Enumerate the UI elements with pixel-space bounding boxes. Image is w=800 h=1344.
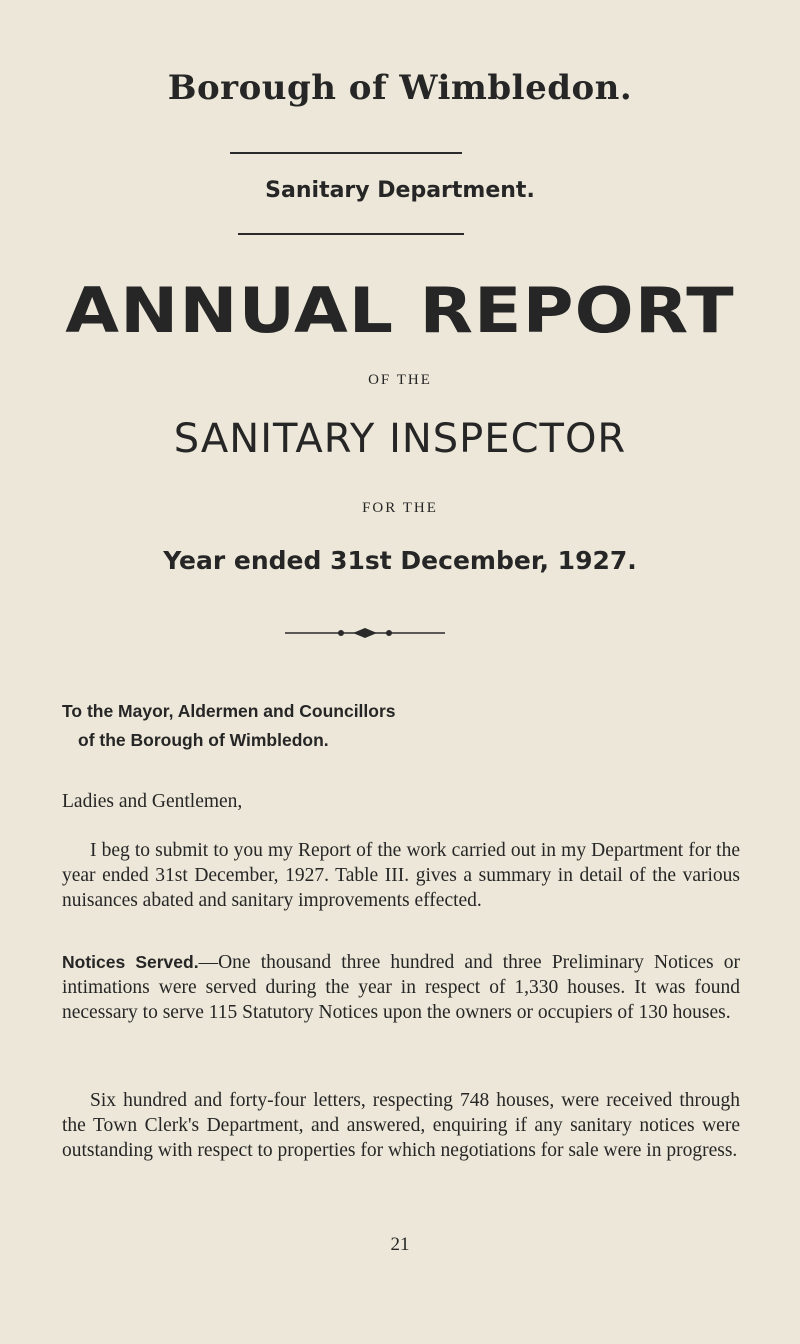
borough-title: Borough of Wimbledon. bbox=[167, 68, 633, 108]
address-line-1: To the Mayor, Aldermen and Councillors bbox=[62, 701, 396, 721]
notices-served-heading: Notices Served. bbox=[62, 952, 199, 972]
year-ended-heading: Year ended 31st December, 1927. bbox=[163, 546, 637, 575]
paragraph-notices-served bbox=[62, 950, 740, 1025]
paragraph-letters: Six hundred and forty-four letters, respecting 748 houses, were received through the Town Clerk's Department, and answered, enquiring if any sanitary notices were outstanding with respect to properties for which negotiations for sale were in progress. bbox=[62, 1090, 740, 1161]
notices-served-text: —One thousand three hundred and three Preliminary Notices or intimations were served during the year in respect of 1,330 houses. It was found necessary to serve 115 Statutory Notices upon the owners or occupiers of 130 houses. bbox=[62, 952, 740, 1023]
address-line-2: of the Borough of Wimbledon. bbox=[78, 730, 329, 750]
divider-rule-middle bbox=[238, 233, 464, 235]
annual-report-title: ANNUAL REPORT bbox=[65, 274, 735, 347]
sanitary-inspector-title: SANITARY INSPECTOR bbox=[173, 416, 627, 462]
salutation: Ladies and Gentlemen, bbox=[62, 791, 243, 812]
ornament-divider-icon bbox=[285, 626, 445, 640]
for-the-label: FOR THE bbox=[362, 500, 438, 516]
paragraph-intro: I beg to submit to you my Report of the work carried out in my Department for the year ended 31st December, 1927. Table III. gives a summary in detail of the various nuisances abated and sanitary improvements effected. bbox=[62, 840, 740, 911]
of-the-label: OF THE bbox=[368, 372, 432, 388]
divider-rule-top bbox=[230, 152, 462, 154]
department-heading: Sanitary Department. bbox=[265, 178, 535, 203]
address-block bbox=[62, 697, 396, 755]
page-number: 21 bbox=[390, 1234, 410, 1255]
